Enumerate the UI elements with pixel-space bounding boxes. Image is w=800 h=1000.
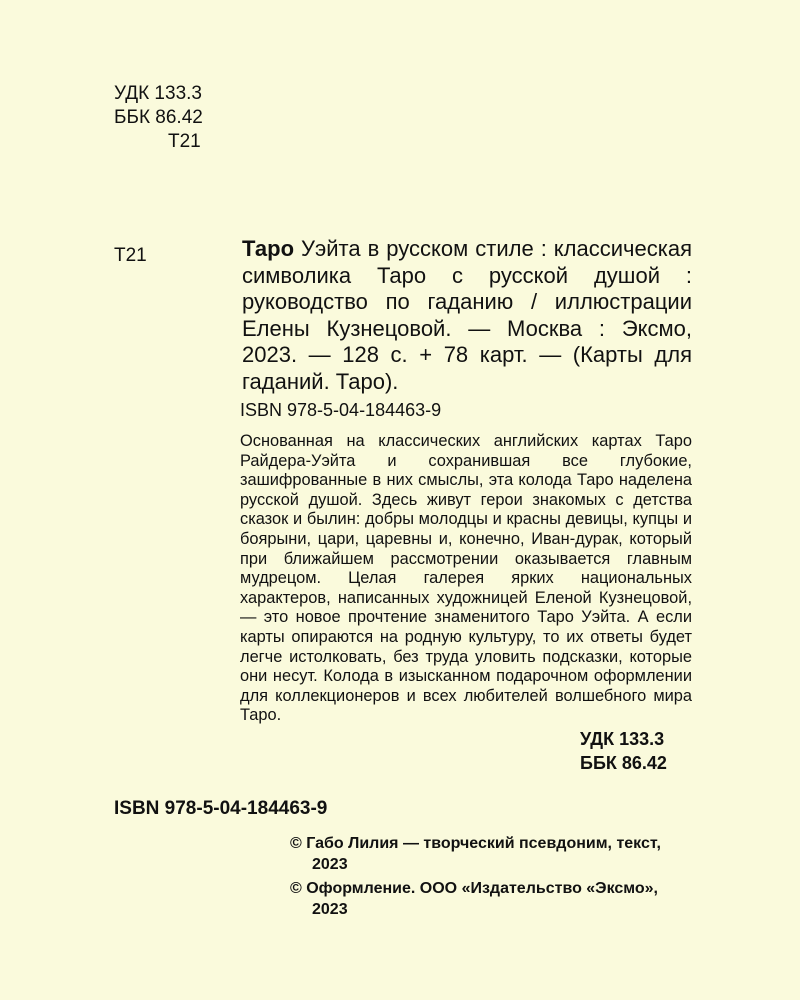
bibliographic-entry	[186, 236, 692, 395]
copyright-design: © Оформление. ООО «Издательство «Эксмо», 2023	[290, 880, 658, 918]
bbk-code: ББК 86.42	[114, 107, 203, 128]
classification-codes-bottom	[580, 727, 667, 775]
annotation-text: Основанная на классических английских картах Таро Райдера-Уэйта и сохранившая все глубокие, зашифрованные в них смыслы, эта колода Таро наделена русской душой. Здесь живут герои знакомых с детства сказок и былин: добры молодцы и красны девицы, купцы и боярыни, цари, царевны и, конечно, Иван-дурак, который при ближайшем рассмотрении оказывается главным мудрецом. Целая галерея ярких национальных характеров, написанных художницей Еленой Кузнецовой, — это новое прочтение знаменитого Таро Уэйта. А если карты опираются на родную культуру, то их ответы будет легче истолковать, без труда уловить подсказки, которые они несут. Колода в изысканном подарочном оформлении для коллекционеров и всех любителей волшебного мира Таро.	[240, 432, 692, 725]
udk-code: УДК 133.3	[114, 83, 202, 104]
entry-title: Таро	[242, 236, 295, 261]
bbk-code-bottom: ББК 86.42	[580, 753, 667, 773]
annotation	[186, 432, 692, 726]
entry-author-sign: Т21	[114, 245, 147, 266]
copyright-block	[290, 833, 692, 923]
udk-code-bottom: УДК 133.3	[580, 729, 665, 749]
entry-isbn: ISBN 978-5-04-184463-9	[240, 400, 442, 420]
isbn-main: ISBN 978-5-04-184463-9	[114, 798, 328, 819]
author-sign: Т21	[168, 131, 201, 152]
entry-description: Уэйта в русском стиле : классическая символика Таро с русской душой : руководство по гаданию / иллюстрации Елены Кузнецовой. — Москва : Эксмо, 2023. — 128 с. + 78 карт. — (Карты для гаданий. Таро).	[242, 236, 692, 394]
classification-codes-top	[114, 82, 203, 154]
copyright-author: © Габо Лилия — творческий псевдоним, текст, 2023	[290, 835, 661, 873]
